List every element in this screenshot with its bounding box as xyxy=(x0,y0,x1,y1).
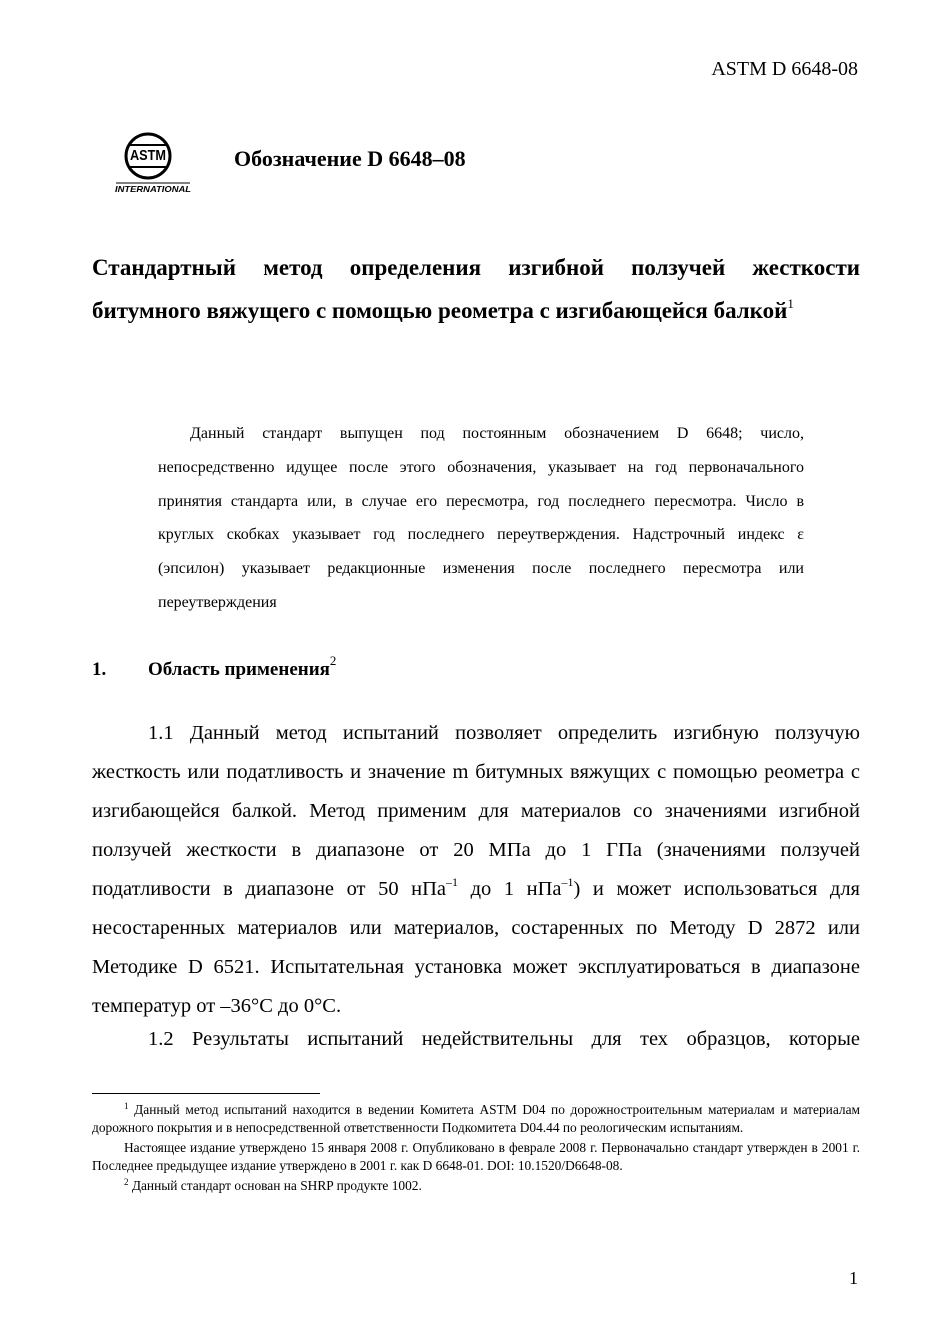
astm-logo-text: ASTM xyxy=(130,147,166,164)
footnote-2-ref: 2 xyxy=(124,1177,129,1187)
paragraph-1-1-part2: до 1 нПа xyxy=(458,878,562,900)
section-footnote-ref: 2 xyxy=(329,653,337,668)
title-footnote-ref: 1 xyxy=(787,296,794,311)
exponent-2: –1 xyxy=(561,875,574,889)
exponent-1: –1 xyxy=(446,875,459,889)
section-title xyxy=(148,653,337,681)
astm-logo-subtext: INTERNATIONAL xyxy=(115,184,191,194)
astm-logo xyxy=(112,131,194,197)
section-number: 1. xyxy=(92,659,107,680)
footnote-2 xyxy=(92,1177,860,1195)
document-title xyxy=(92,246,860,332)
footnote-1 xyxy=(92,1101,860,1136)
document-code-header: ASTM D 6648-08 xyxy=(711,58,858,80)
paragraph-1-2: 1.2 Результаты испытаний недействительны для тех образцов, которые xyxy=(148,1028,860,1050)
designation-heading: Обозначение D 6648–08 xyxy=(234,146,466,171)
footnote-1-continued: Настоящее издание утверждено 15 января 2008 г. Опубликовано в феврале 2008 г. Первоначально стандарт утвержден в 2001 г. Последнее предыдущее издание утверждено в 2001 г. как D 6648-01. DOI: 10.1520/D6648-08. xyxy=(92,1140,860,1173)
page-number: 1 xyxy=(849,1268,858,1288)
footnotes xyxy=(92,1101,860,1195)
footnote-2-text: Данный стандарт основан на SHRP продукте 1002. xyxy=(131,1178,422,1193)
section-title-text: Область применения xyxy=(148,659,330,680)
footnote-1-text: Данный метод испытаний находится в ведении Комитета ASTM D04 по дорожностроительным материалам и материалам дорожного покрытия и в непосредственной ответственности Подкомитета D04.44 по реологическим испытаниям. xyxy=(92,1102,860,1135)
standard-notice: Данный стандарт выпущен под постоянным обозначением D 6648; число, непосредственно идущее после этого обозначения, указывает на год первоначального принятия стандарта или, в случае его пересмотра, год последнего пересмотра. Число в круглых скобках указывает год последнего переутверждения. Надстрочный индекс ε (эпсилон) указывает редакционные изменения после последнего пересмотра или переутверждения xyxy=(158,425,804,611)
paragraph-1-1-part3: ) и может использоваться для несостаренных материалов или материалов, состаренных по Методу D 2872 или Методике D 6521. Испытательная установка может эксплуатироваться в диапазоне температур от –36°C до 0°C. xyxy=(92,878,860,1017)
footnote-1-ref: 1 xyxy=(124,1101,129,1111)
document-title-text: Стандартный метод определения изгибной ползучей жесткости битумного вяжущего с помощью реометра с изгибающейся балкой xyxy=(92,255,860,323)
paragraph-1-1-part1: 1.1 Данный метод испытаний позволяет определить изгибную ползучую жесткость или податливость и значение m битумных вяжущих с помощью реометра с изгибающейся балкой. Метод применим для материалов со значениями изгибной ползучей жесткости в диапазоне от 20 МПа до 1 ГПа (значениями ползучей податливости в диапазоне от 50 нПа xyxy=(92,722,860,900)
paragraph-1-1 xyxy=(92,714,860,1026)
footnote-divider xyxy=(92,1093,320,1094)
